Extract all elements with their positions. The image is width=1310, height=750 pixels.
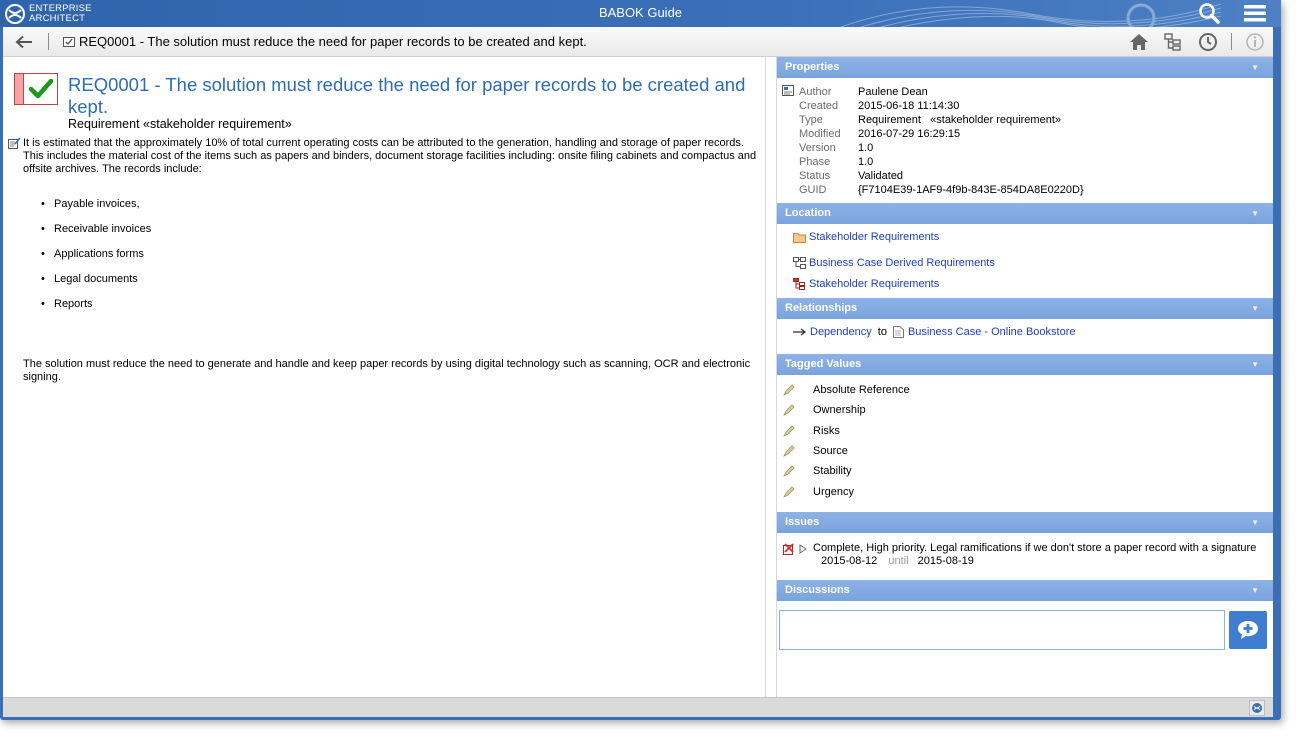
prop-value-version: 1.0 bbox=[858, 142, 874, 154]
tagged-value-name: Stability bbox=[813, 465, 852, 477]
content-area bbox=[3, 57, 1273, 697]
navigation-toolbar bbox=[3, 27, 1273, 57]
chevron-down-icon: ▼ bbox=[1251, 360, 1259, 369]
prop-value-type: Requirement «stakeholder requirement» bbox=[858, 114, 1062, 126]
requirement-small-icon bbox=[63, 37, 75, 47]
info-button[interactable] bbox=[1244, 31, 1266, 53]
prop-label-created: Created bbox=[799, 100, 839, 112]
tagged-value-row[interactable] bbox=[783, 404, 866, 416]
chevron-down-icon: ▼ bbox=[1251, 586, 1259, 595]
chevron-down-icon: ▼ bbox=[1251, 304, 1259, 313]
notes-edit-icon[interactable] bbox=[8, 137, 21, 149]
toolbar-separator bbox=[1231, 33, 1232, 50]
discussions-section-header[interactable] bbox=[777, 580, 1273, 601]
location-diagram-link[interactable] bbox=[793, 257, 995, 269]
status-bar-button[interactable] bbox=[1249, 700, 1265, 716]
search-icon bbox=[1198, 2, 1220, 24]
tagged-values-section-header[interactable] bbox=[777, 354, 1273, 375]
issue-icon bbox=[783, 543, 795, 555]
tagged-value-row[interactable] bbox=[783, 465, 852, 477]
pane-splitter[interactable] bbox=[765, 57, 777, 697]
discussion-input[interactable] bbox=[779, 610, 1225, 650]
tagged-value-row[interactable] bbox=[783, 445, 848, 457]
pencil-icon bbox=[783, 425, 795, 437]
pencil-icon bbox=[783, 384, 795, 396]
issue-dates bbox=[821, 555, 974, 567]
location-section-header[interactable] bbox=[777, 203, 1273, 224]
back-button[interactable] bbox=[13, 31, 35, 53]
list-item: • Reports bbox=[41, 297, 151, 322]
properties-icon bbox=[782, 85, 795, 97]
home-icon bbox=[1129, 33, 1149, 51]
ea-mini-logo-icon bbox=[1251, 702, 1263, 714]
prop-label-type: Type bbox=[799, 114, 823, 126]
requirement-badge-bar bbox=[15, 74, 24, 104]
checkmark-icon bbox=[25, 74, 57, 104]
tagged-value-name: Source bbox=[813, 445, 848, 457]
tagged-value-row[interactable] bbox=[783, 486, 854, 498]
title-bar bbox=[0, 0, 1281, 27]
properties-panel bbox=[777, 57, 1273, 697]
pencil-icon bbox=[783, 486, 795, 498]
requirement-badge bbox=[14, 73, 58, 105]
arrow-left-icon bbox=[15, 35, 33, 49]
section-title: Issues bbox=[785, 516, 820, 528]
expand-triangle-icon[interactable] bbox=[799, 544, 807, 554]
clock-icon bbox=[1198, 32, 1218, 52]
issue-end-date: 2015-08-19 bbox=[917, 555, 974, 567]
browser-tree-button[interactable] bbox=[1163, 31, 1185, 53]
section-title: Properties bbox=[785, 61, 840, 73]
document-icon bbox=[893, 326, 904, 338]
toolbar-separator bbox=[48, 33, 49, 50]
section-title: Discussions bbox=[785, 584, 850, 596]
relationship-to-label: to bbox=[877, 326, 887, 338]
info-icon bbox=[1245, 32, 1265, 52]
diagram-icon bbox=[793, 257, 806, 269]
notes-paragraph-1: It is estimated that the approximately 10% of total current operating costs can be attributed to the generation, handling and storage of paper records. This includes the material cost of the items such as papers and binders, document storage facilities including: onsite filing cabinets and compactus and offsite archives. The records include: bbox=[23, 137, 757, 175]
pencil-icon bbox=[783, 404, 795, 416]
home-button[interactable] bbox=[1128, 31, 1150, 53]
location-item-label: Stakeholder Requirements bbox=[809, 278, 940, 290]
prop-value-phase: 1.0 bbox=[858, 156, 874, 168]
issue-start-date: 2015-08-12 bbox=[821, 555, 878, 567]
prop-label-phase: Phase bbox=[799, 156, 831, 168]
list-item: • Payable invoices, bbox=[41, 197, 151, 222]
chevron-down-icon: ▼ bbox=[1251, 518, 1259, 527]
issues-section-header[interactable] bbox=[777, 512, 1273, 533]
status-bar bbox=[3, 697, 1273, 717]
location-package-link[interactable] bbox=[793, 231, 939, 243]
properties-section-header[interactable] bbox=[777, 57, 1273, 78]
folder-icon bbox=[793, 232, 806, 243]
logo-line-2: ARCHITECT bbox=[29, 13, 86, 24]
tagged-value-name: Ownership bbox=[813, 404, 866, 416]
prop-value-modified: 2016-07-29 16:29:15 bbox=[858, 128, 961, 140]
tree-node-icon bbox=[793, 278, 806, 290]
menu-button[interactable] bbox=[1243, 2, 1267, 24]
relationship-target-link[interactable]: Business Case - Online Bookstore bbox=[907, 326, 1076, 338]
prop-value-status: Validated bbox=[858, 170, 904, 182]
list-item: • Receivable invoices bbox=[41, 222, 151, 247]
tagged-value-row[interactable] bbox=[783, 425, 840, 437]
section-title: Relationships bbox=[785, 302, 858, 314]
list-item: • Applications forms bbox=[41, 247, 151, 272]
prop-value-created: 2015-06-18 11:14:30 bbox=[858, 100, 960, 112]
element-title: REQ0001 - The solution must reduce the need for paper records to be created and kept. bbox=[68, 74, 746, 117]
location-tree-link[interactable] bbox=[793, 278, 939, 290]
location-item-label: Stakeholder Requirements bbox=[809, 231, 940, 243]
tree-icon bbox=[1164, 33, 1184, 51]
element-type-line: Requirement «stakeholder requirement» bbox=[68, 117, 292, 131]
hamburger-icon bbox=[1244, 3, 1266, 23]
prop-value-guid: {F7104E39-1AF9-4f9b-843E-854DA8E0220D} bbox=[858, 184, 1084, 196]
issue-text: Complete, High priority. Legal ramifications if we don't store a paper record with a signature bbox=[813, 542, 1257, 554]
prop-label-guid: GUID bbox=[799, 184, 827, 196]
location-item-label: Business Case Derived Requirements bbox=[809, 257, 995, 269]
notes-paragraph-2: The solution must reduce the need to generate and handle and keep paper records by using digital technology such as scanning, OCR and electronic signing. bbox=[23, 358, 751, 383]
breadcrumb-text: REQ0001 - The solution must reduce the need for paper records to be created and kept. bbox=[79, 34, 587, 49]
relationship-row bbox=[793, 326, 1076, 338]
pencil-icon bbox=[783, 445, 795, 457]
prop-value-author: Paulene Dean bbox=[858, 86, 928, 98]
prop-label-author: Author bbox=[799, 86, 832, 98]
breadcrumb bbox=[63, 34, 587, 49]
tagged-value-name: Absolute Reference bbox=[813, 384, 910, 396]
relationship-type-link[interactable]: Dependency bbox=[810, 326, 872, 338]
arrow-right-icon bbox=[793, 328, 807, 336]
prop-label-status: Status bbox=[799, 170, 831, 182]
pencil-icon bbox=[783, 465, 795, 477]
chevron-down-icon: ▼ bbox=[1251, 63, 1259, 72]
tagged-value-row[interactable] bbox=[783, 384, 910, 396]
add-comment-icon bbox=[1237, 620, 1259, 640]
history-button[interactable] bbox=[1197, 31, 1219, 53]
app-title: BABOK Guide bbox=[598, 5, 683, 20]
section-title: Tagged Values bbox=[785, 358, 862, 370]
add-discussion-button[interactable] bbox=[1229, 611, 1267, 649]
issue-until-label: until bbox=[888, 555, 909, 567]
list-item: • Legal documents bbox=[41, 272, 151, 297]
search-button[interactable] bbox=[1197, 2, 1221, 24]
records-list bbox=[41, 197, 151, 322]
section-title: Location bbox=[785, 207, 831, 219]
prop-label-modified: Modified bbox=[799, 128, 841, 140]
tagged-value-name: Urgency bbox=[813, 486, 854, 498]
logo-line-1: ENTERPRISE bbox=[29, 3, 92, 14]
prop-label-version: Version bbox=[799, 142, 836, 154]
tagged-value-name: Risks bbox=[813, 425, 840, 437]
chevron-down-icon: ▼ bbox=[1251, 209, 1259, 218]
element-document-pane bbox=[3, 57, 765, 697]
relationships-section-header[interactable] bbox=[777, 298, 1273, 319]
